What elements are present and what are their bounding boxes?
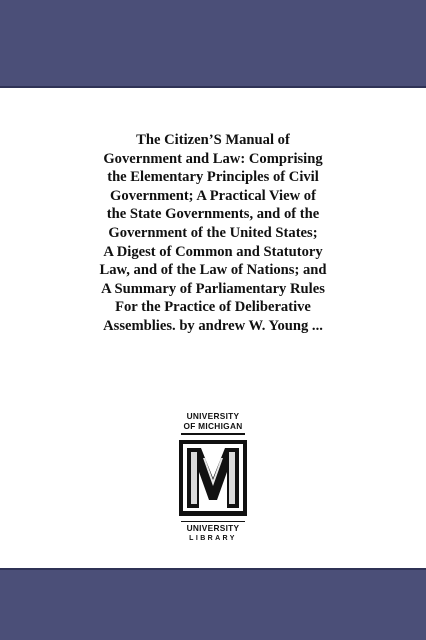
- seal-top-line-2: OF MICHIGAN: [183, 420, 243, 431]
- top-color-band: [0, 0, 426, 86]
- seal-bottom-line-2: LIBRARY: [189, 534, 237, 542]
- seal-bottom-rule: [181, 521, 245, 523]
- university-seal: [174, 412, 252, 543]
- bottom-color-band: [0, 570, 426, 640]
- michigan-m-emblem-icon: [177, 438, 249, 518]
- seal-bottom-line-1: UNIVERSITY: [186, 523, 240, 534]
- title-line-6: Government of the United States;: [108, 224, 318, 241]
- title-line-3: the Elementary Principles of Civil: [107, 169, 319, 186]
- title-line-5: the State Governments, and of the: [106, 206, 320, 223]
- title-line-7: A Digest of Common and Statutory: [103, 243, 323, 260]
- title-line-1: The Citizen’S Manual of: [136, 132, 290, 148]
- title-line-4: Government; A Practical View of: [110, 187, 316, 204]
- title-line-8: Law, and of the Law of Nations; and: [99, 262, 327, 279]
- title-line-2: Government and Law: Comprising: [103, 150, 323, 167]
- book-title: [40, 131, 386, 336]
- title-line-11: Assemblies. by andrew W. Young ...: [103, 317, 323, 334]
- title-line-9: A Summary of Parliamentary Rules: [101, 280, 325, 297]
- title-line-10: For the Practice of Deliberative: [115, 299, 311, 316]
- seal-top-rule: [181, 433, 245, 435]
- seal-top-line-1: UNIVERSITY: [186, 411, 240, 421]
